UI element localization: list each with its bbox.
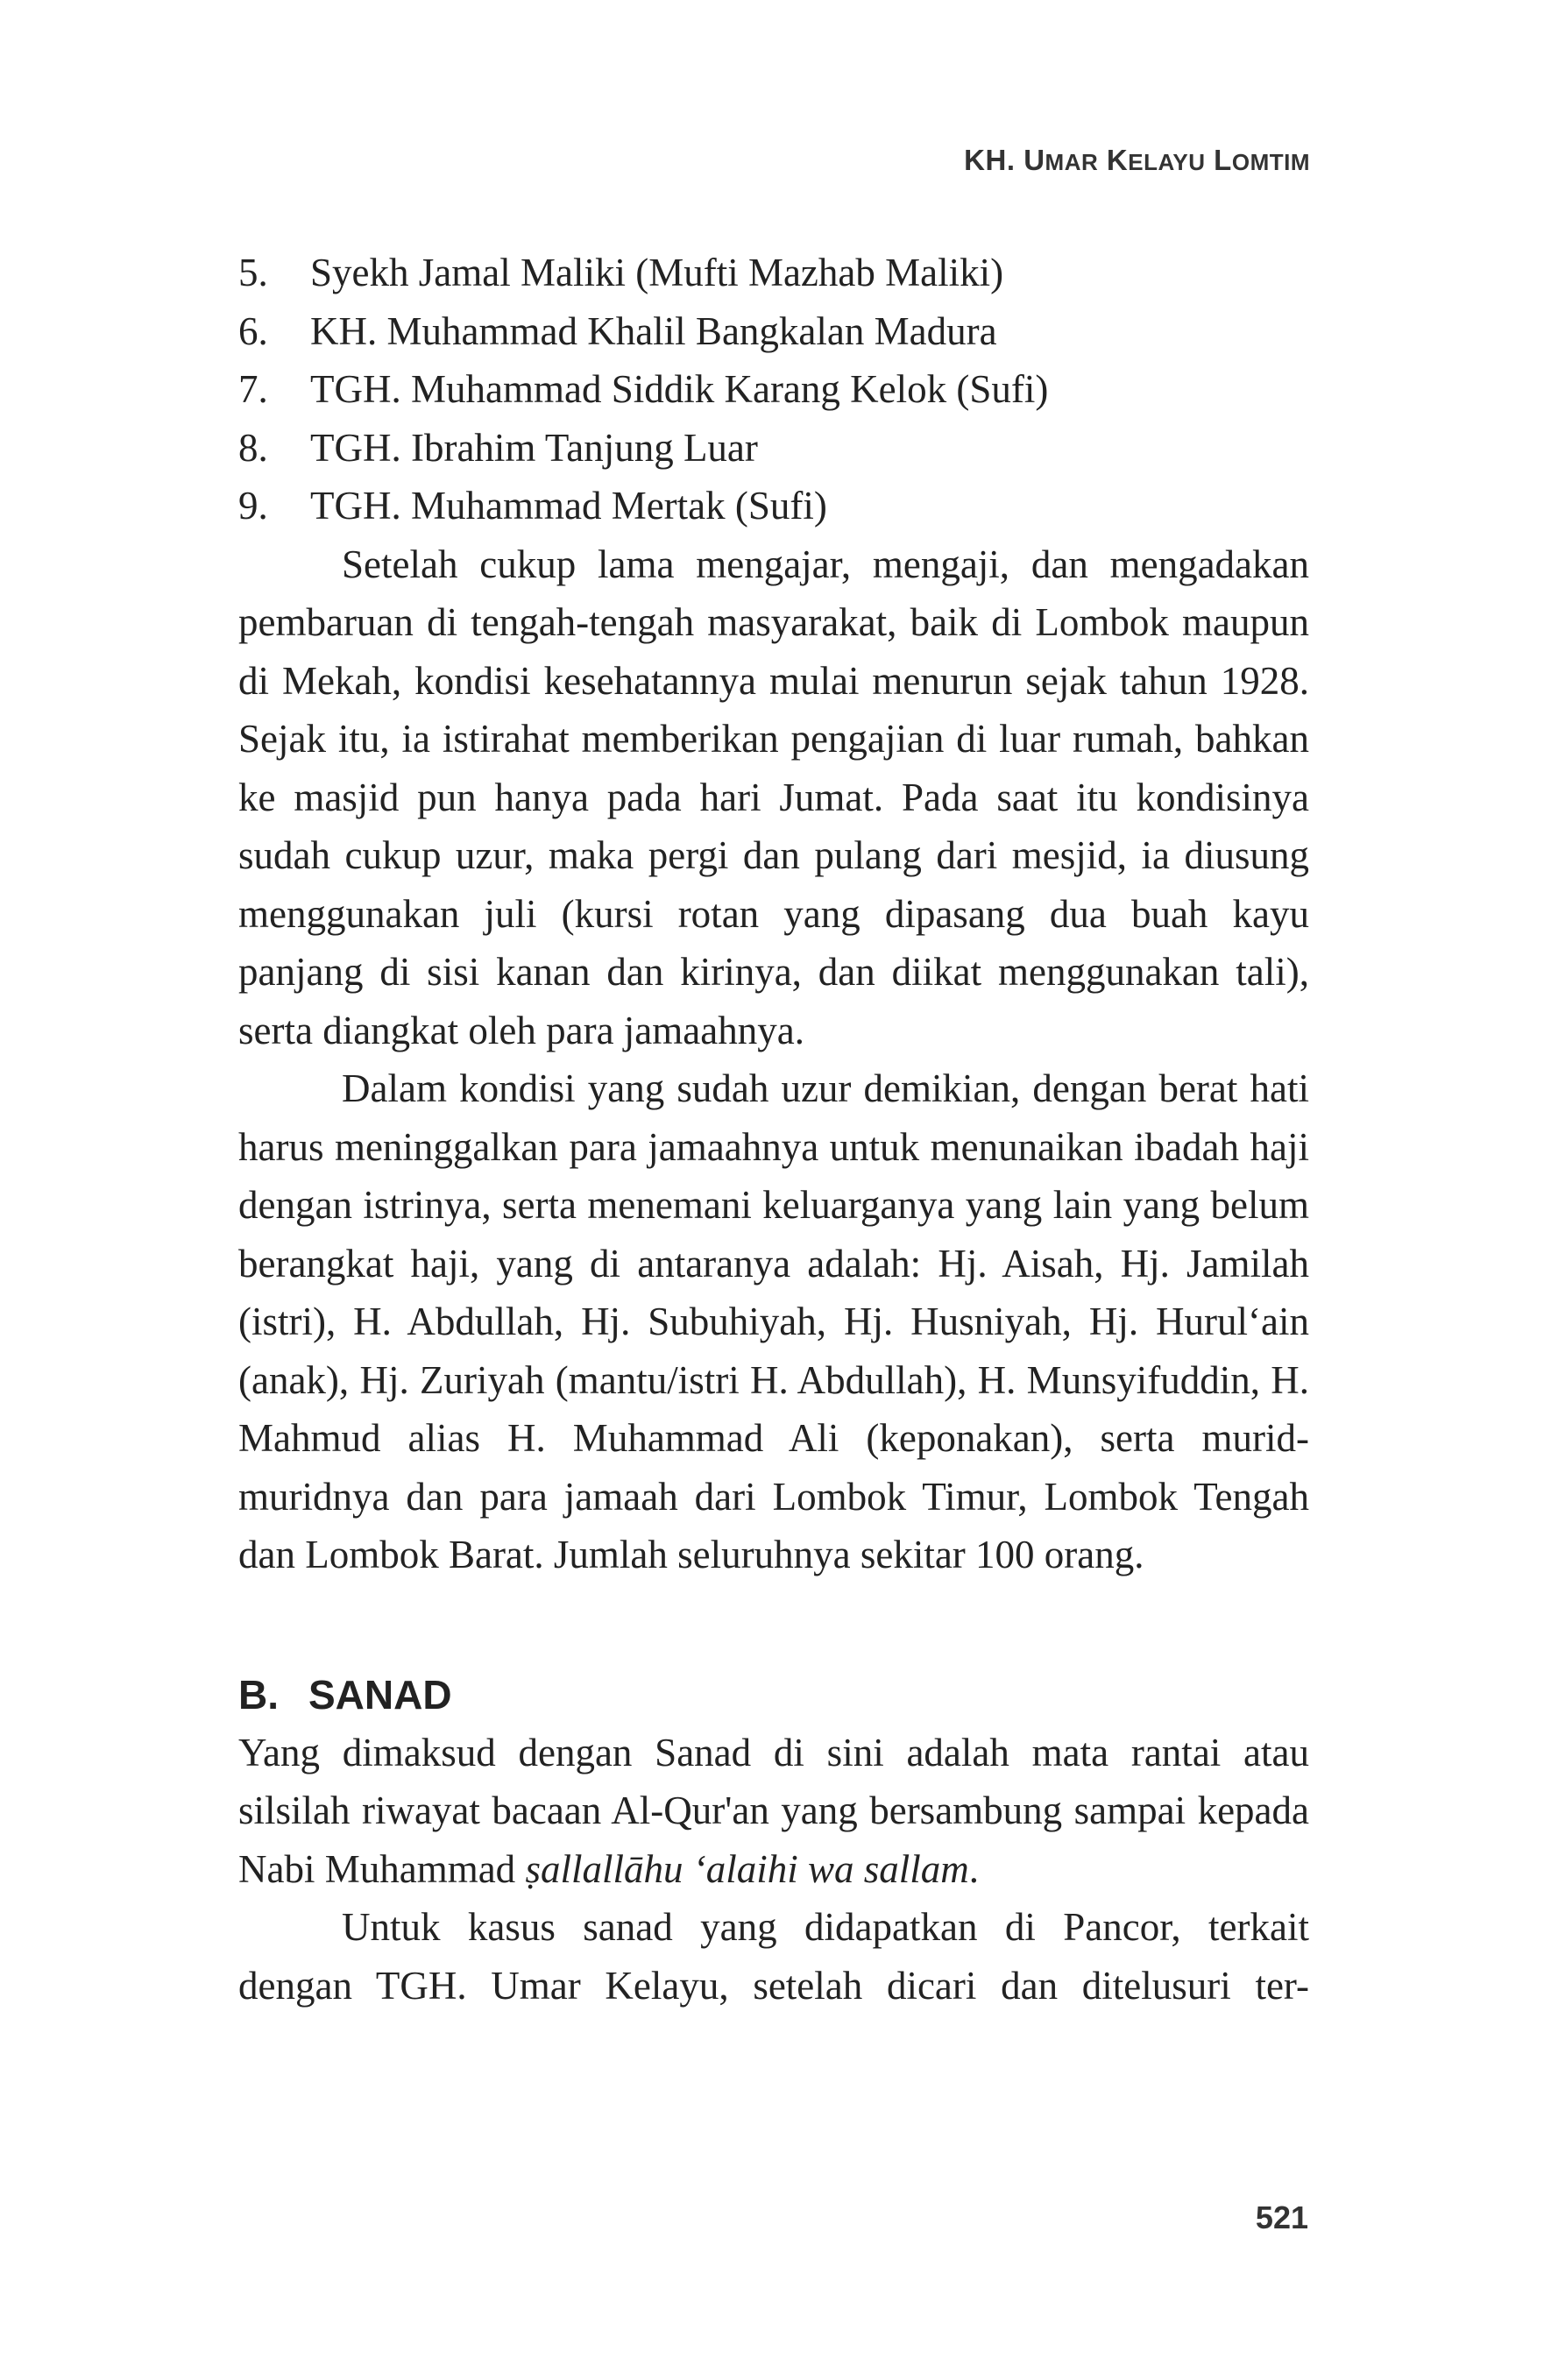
list-item-number: 9. bbox=[238, 484, 268, 528]
paragraph-sanad-case: Untuk kasus sanad yang didapatkan di Pancor, terkait dengan TGH. Umar Kelayu, setelah dicari dan ditelusuri ter- bbox=[238, 1905, 1309, 2008]
sanad-definition-text: Yang dimaksud dengan Sanad di sini adalah mata rantai atau silsilah riwayat bacaan Al-Qur'an yang bersambung sampai kepada Nabi Muhammad bbox=[238, 1730, 1309, 1891]
list-item bbox=[238, 302, 1309, 361]
running-head-cap-2: K bbox=[1106, 144, 1129, 176]
sanad-definition bbox=[238, 1724, 1309, 1899]
page-body bbox=[238, 244, 1309, 2015]
list-item bbox=[238, 360, 1309, 419]
list-item-number: 7. bbox=[238, 367, 268, 411]
paragraph-hajj: Dalam kondisi yang sudah uzur demikian, dengan berat hati harus meninggalkan para jamaahnya untuk menunaikan ibadah haji dengan istrinya, serta menemani keluarganya yang lain yang belum berangkat haji, yang di antaranya adalah: Hj. Aisah, Hj. Jamilah (istri), H. Abdullah, Hj. Subuhiyah, Hj. Husniyah, Hj. Hurul‘ain (anak), Hj. Zuriyah (mantu/istri H. Abdullah), H. Munsyifuddin, H. Mahmud alias H. Muhammad Ali (keponakan), serta murid-muridnya dan para jamaah dari Lombok Timur, Lombok Tengah dan Lombok Barat. Jumlah seluruhnya sekitar 100 orang. bbox=[238, 1066, 1309, 1576]
list-item bbox=[238, 477, 1309, 535]
list-item-text: TGH. Ibrahim Tanjung Luar bbox=[310, 425, 758, 470]
teachers-list bbox=[238, 244, 1309, 535]
paragraph-health: Setelah cukup lama mengajar, mengaji, dan mengadakan pembaruan di tengah-tengah masyarakat, baik di Lombok maupun di Mekah, kondisi kesehatannya mulai menurun sejak tahun 1928. Sejak itu, ia istirahat memberikan pengajian di luar rumah, bahkan ke masjid pun hanya pada hari Jumat. Pada saat itu kondisinya sudah cukup uzur, maka pergi dan pulang dari mesjid, ia diusung menggunakan juli (kursi rotan yang dipasang dua buah kayu panjang di sisi kanan dan kirinya, dan diikat menggunakan tali), serta diangkat oleh para jamaahnya. bbox=[238, 542, 1309, 1052]
list-item bbox=[238, 244, 1309, 302]
page-number: 521 bbox=[1255, 2199, 1308, 2235]
list-item-number: 8. bbox=[238, 425, 268, 470]
list-item-number: 5. bbox=[238, 251, 268, 294]
running-head-initials: KH. bbox=[964, 144, 1016, 176]
section-letter: B. bbox=[238, 1671, 279, 1718]
running-head-cap-3: L bbox=[1214, 144, 1232, 176]
list-item-text: TGH. Muhammad Mertak (Sufi) bbox=[310, 484, 827, 528]
running-head bbox=[964, 144, 1310, 177]
running-head-smallcaps-3: OMTIM bbox=[1231, 149, 1310, 175]
list-item-text: TGH. Muhammad Siddik Karang Kelok (Sufi) bbox=[310, 367, 1049, 411]
section-heading bbox=[238, 1666, 1309, 1724]
sanad-definition-end: . bbox=[968, 1846, 979, 1891]
sanad-honorific: ṣallallāhu ‘alaihi wa sallam bbox=[525, 1846, 969, 1891]
list-item-text: Syekh Jamal Maliki (Mufti Mazhab Maliki) bbox=[310, 251, 1004, 294]
running-head-smallcaps-2: ELAYU bbox=[1128, 149, 1206, 175]
running-head-smallcaps-1: MAR bbox=[1045, 149, 1099, 175]
running-head-cap-1: U bbox=[1023, 144, 1045, 176]
list-item-text: KH. Muhammad Khalil Bangkalan Madura bbox=[310, 308, 997, 353]
section-title: SANAD bbox=[308, 1671, 452, 1718]
list-item-number: 6. bbox=[238, 308, 268, 353]
list-item bbox=[238, 419, 1309, 478]
